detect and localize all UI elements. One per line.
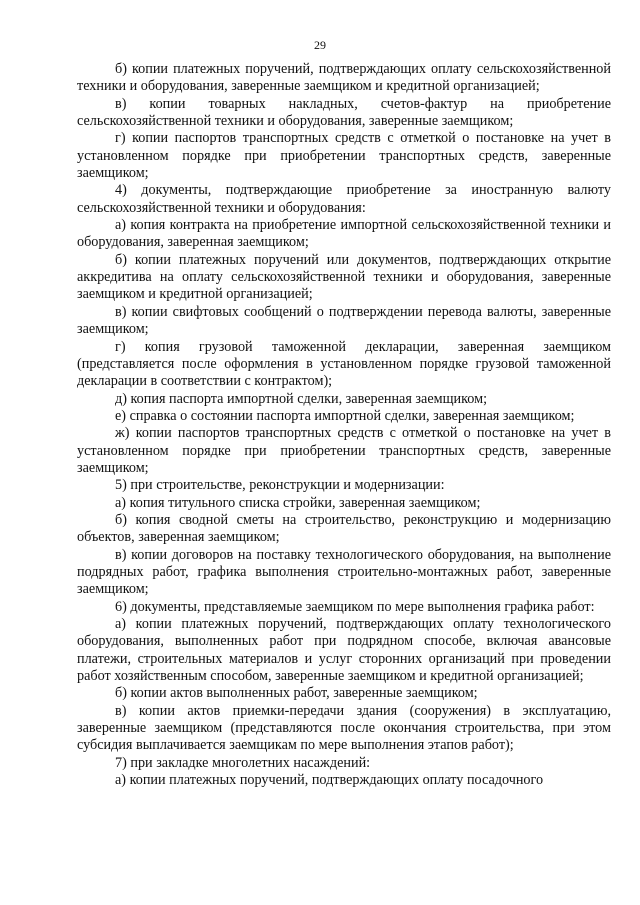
paragraph: е) справка о состоянии паспорта импортной сделки, заверенная заемщиком; — [115, 407, 575, 424]
paragraph: б) копия сводной сметы на строительство, реконструкцию и модернизацию объектов, заверенная заемщиком; — [77, 511, 611, 546]
paragraph: а) копии платежных поручений, подтверждающих оплату технологического оборудования, выполненных работ при подрядном способе, включая авансовые платежи, строительных материалов и услуг сторонних организаций при проведении работ хозяйственным способом, заверенные заемщиком и кредитной организацией; — [77, 616, 611, 685]
paragraph: в) копии товарных накладных, счетов-фактур на приобретение сельскохозяйственной техники и оборудования, заверенные заемщиком; — [77, 95, 611, 130]
paragraph: а) копия контракта на приобретение импортной сельскохозяйственной техники и оборудования, заверенная заемщиком; — [77, 217, 611, 251]
paragraph: 6) документы, представляемые заемщиком по мере выполнения графика работ: — [115, 598, 595, 615]
paragraph: а) копии платежных поручений, подтверждающих оплату посадочного — [115, 772, 544, 789]
paragraph: в) копии свифтовых сообщений о подтверждении перевода валюты, заверенные заемщиком; — [77, 303, 611, 338]
paragraph: 4) документы, подтверждающие приобретение за иностранную валюту сельскохозяйственной техники и оборудования: — [77, 182, 611, 216]
page-number: 29 — [314, 38, 326, 52]
paragraph: ж) копии паспортов транспортных средств с отметкой о постановке на учет в установленном порядке при приобретении транспортных средств, заверенные заемщиком; — [77, 425, 611, 476]
paragraph: 5) при строительстве, реконструкции и модернизации: — [115, 477, 445, 494]
paragraph: д) копия паспорта импортной сделки, заверенная заемщиком; — [115, 390, 488, 407]
paragraph: г) копия грузовой таможенной декларации, заверенная заемщиком (представляется после оформления в установленном порядке грузовой таможенной декларации в соответствии с контрактом); — [77, 338, 611, 390]
paragraph: б) копии платежных поручений или документов, подтверждающих открытие аккредитива на оплату сельскохозяйственной техники и оборудования, заверенные заемщиком и кредитной организацией; — [77, 251, 611, 303]
paragraph: б) копии платежных поручений, подтверждающих оплату сельскохозяйственной техники и оборудования, заверенные заемщиком и кредитной организацией; — [77, 61, 611, 95]
paragraph: г) копии паспортов транспортных средств с отметкой о постановке на учет в установленном порядке при приобретении транспортных средств, заверенные заемщиком; — [77, 130, 611, 182]
paragraph: в) копии договоров на поставку технологического оборудования, на выполнение подрядных работ, графика выполнения строительно-монтажных работ, заверенные заемщиком; — [77, 546, 611, 598]
paragraph: а) копия титульного списка стройки, заверенная заемщиком; — [115, 494, 481, 511]
paragraph: б) копии актов выполненных работ, заверенные заемщиком; — [115, 685, 478, 702]
paragraph: 7) при закладке многолетних насаждений: — [115, 754, 371, 771]
document-body — [77, 61, 611, 789]
paragraph: в) копии актов приемки-передачи здания (сооружения) в эксплуатацию, заверенные заемщиком (представляются после окончания строительства, при этом субсидия выплачивается заемщикам по мере выполнения этапов работ); — [77, 702, 611, 754]
